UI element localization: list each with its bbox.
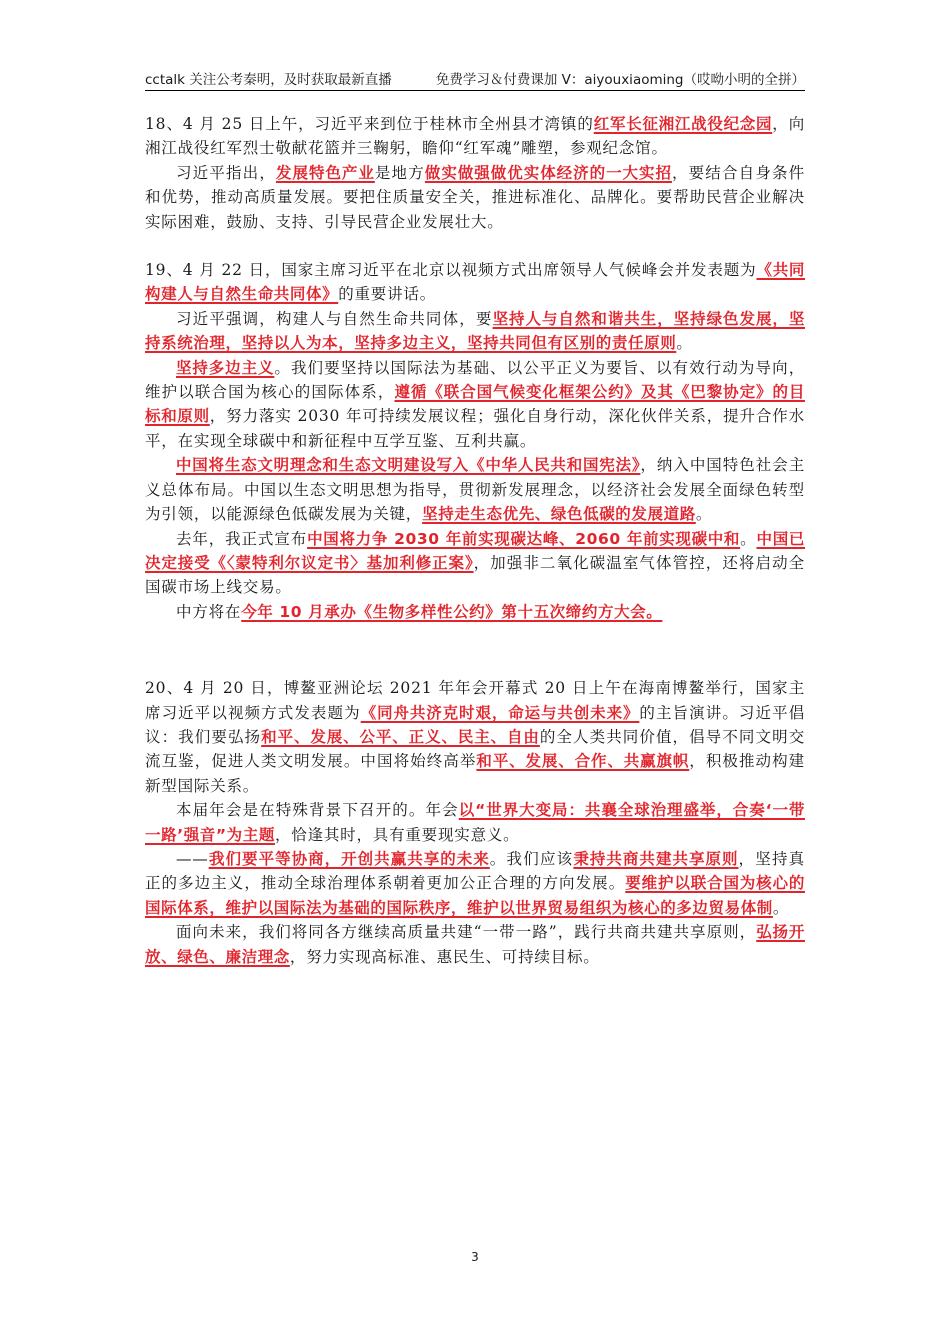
body-text: ，努力实现高标准、惠民生、可持续目标。	[289, 947, 600, 966]
paragraph	[145, 920, 805, 969]
highlighted-text: 和平、发展、合作、共赢旗帜	[476, 752, 690, 771]
section-item-20	[145, 676, 805, 969]
body-text: 20、4 月 20 日，博鳌亚洲论坛 2021 年年会开幕式 20 日上午在海南博鳌举行，国家主席习近平以视频方式发表题为	[145, 679, 805, 722]
body-text: 。	[772, 898, 790, 917]
paragraph	[145, 453, 805, 526]
highlighted-text: 中国已决定接受《〈蒙特利尔议定书〉基加利修正案》	[145, 529, 805, 572]
body-text: 。我们应该	[489, 849, 574, 868]
body-text: ，加强非二氧化碳温室气体管控，还将启动全国碳市场上线交易。	[145, 553, 805, 597]
body-text: 中方将在	[176, 602, 242, 621]
highlighted-text: 《同舟共济克时艰，命运与共创未来》	[360, 703, 640, 722]
highlighted-text: 红军长征湘江战役纪念园	[593, 115, 773, 133]
header-right-text: 免费学习＆付费课加 V：aiyouxiaoming（哎呦小明的全拼）	[435, 72, 805, 88]
paragraph	[145, 112, 805, 161]
paragraph	[145, 798, 805, 847]
section-item-19	[145, 258, 805, 624]
body-text: ，恰逢其时，具有重要现实意义。	[274, 825, 520, 844]
highlighted-text: 和平、发展、公平、正义、民主、自由	[261, 727, 540, 746]
header-left-text: cctalk 关注公考秦明，及时获取最新直播	[145, 72, 392, 88]
body-text: ，坚持真正的多边主义，推动全球治理体系朝着更加公正合理的方向发展。	[145, 849, 805, 893]
body-text: 面向未来，我们将同各方继续高质量共建“一带一路”，践行共商共建共享原则，	[176, 923, 757, 942]
body-text: 去年，我正式宣布	[176, 529, 308, 548]
highlighted-text: 要维护以联合国为核心的国际体系，维护以国际法为基础的国际秩序，维护以世界贸易组织为核心的多边贸易体制	[145, 874, 805, 917]
body-text: ，努力落实 2030 年可持续发展议程；强化自身行动，深化伙伴关系，提升合作水平，在实现全球碳中和新征程中互学互鉴、互利共赢。	[145, 407, 805, 450]
highlighted-text: 弘扬开放、绿色、廉洁理念	[145, 923, 805, 966]
highlighted-text: 遵循《联合国气候变化框架公约》及其《巴黎协定》的目标和原则	[145, 383, 805, 426]
body-text: 习近平指出，	[176, 163, 277, 182]
body-text: 是地方	[374, 163, 425, 182]
paragraph	[145, 676, 805, 798]
paragraph	[145, 847, 805, 920]
document-body	[145, 112, 805, 969]
highlighted-text: 我们要平等协商，开创共赢共享的未来	[208, 849, 490, 868]
body-text: 19、4 月 22 日，国家主席习近平在北京以视频方式出席领导人气候峰会并发表题为	[145, 261, 757, 280]
paragraph	[145, 258, 805, 307]
highlighted-text: 中国将生态文明理念和生态文明建设写入《中华人民共和国宪法》	[176, 456, 641, 475]
paragraph	[145, 307, 805, 356]
body-text: ，要结合自身条件和优势，推动高质量发展。要把住质量安全关，推进标准化、品牌化。要帮助民营企业解决实际困难，鼓励、支持、引导民营企业发展壮大。	[145, 163, 805, 231]
highlighted-text: 中国将力争 2030 年前实现碳达峰、2060 年前实现碳中和	[307, 529, 741, 548]
section-item-18	[145, 112, 805, 234]
highlighted-text: 秉持共商共建共享原则	[573, 849, 739, 868]
highlighted-text: 《共同构建人与自然生命共同体》	[145, 261, 805, 304]
body-text: ，纳入中国特色社会主义总体布局。中国以生态文明思想为指导，贯彻新发展理念，以经济社会发展全面绿色转型为引领，以能源绿色低碳发展为关键，	[145, 456, 805, 524]
body-text: 本届年会是在特殊背景下召开的。年会	[176, 801, 459, 820]
paragraph	[145, 527, 805, 600]
paragraph	[145, 356, 805, 454]
body-text: 18、4 月 25 日上午，习近平来到位于桂林市全州县才湾镇的	[145, 115, 594, 133]
highlighted-text: 做实做强做优实体经济的一大实招	[424, 163, 672, 182]
body-text: 。	[676, 334, 693, 353]
body-text: ，向湘江战役红军烈士敬献花篮并三鞠躬，瞻仰“红军魂”雕塑，参观纪念馆。	[145, 115, 805, 158]
page-header	[145, 68, 805, 91]
body-text: ——	[176, 849, 209, 868]
paragraph	[145, 600, 805, 624]
body-text: ，积极推动构建新型国际关系。	[145, 752, 805, 795]
section-spacer	[145, 624, 805, 676]
body-text: 。	[740, 529, 757, 548]
highlighted-text: 坚持走生态优先、绿色低碳的发展道路	[422, 505, 696, 524]
body-text: 习近平强调，构建人与自然生命共同体，要	[176, 309, 493, 328]
body-text: 的重要讲话。	[338, 285, 437, 304]
highlighted-text: 坚持多边主义	[176, 358, 275, 377]
body-text: 。	[695, 505, 713, 524]
highlighted-text: 坚持人与自然和谐共生，坚持绿色发展，坚持系统治理，坚持以人为本，坚持多边主义，坚持共同但有区别的责任原则	[145, 309, 805, 353]
highlighted-text: 发展特色产业	[276, 163, 375, 182]
paragraph	[145, 161, 805, 234]
body-text: 的主旨演讲。习近平倡议：我们要弘扬	[145, 703, 806, 746]
body-text: 的全人类共同价值，倡导不同文明交流互鉴，促进人类文明发展。中国将始终高举	[145, 727, 806, 771]
body-text: 。我们要坚持以国际法为基础、以公平正义为要旨、以有效行动为导向，维护以联合国为核心的国际体系，	[145, 358, 805, 402]
highlighted-text: 今年 10 月承办《生物多样性公约》第十五次缔约方大会。	[241, 602, 663, 621]
section-spacer	[145, 234, 805, 258]
page-number: 3	[471, 1250, 479, 1264]
highlighted-text: 以“世界大变局：共襄全球治理盛举，合奏‘一带一路’强音”为主题	[145, 801, 805, 844]
